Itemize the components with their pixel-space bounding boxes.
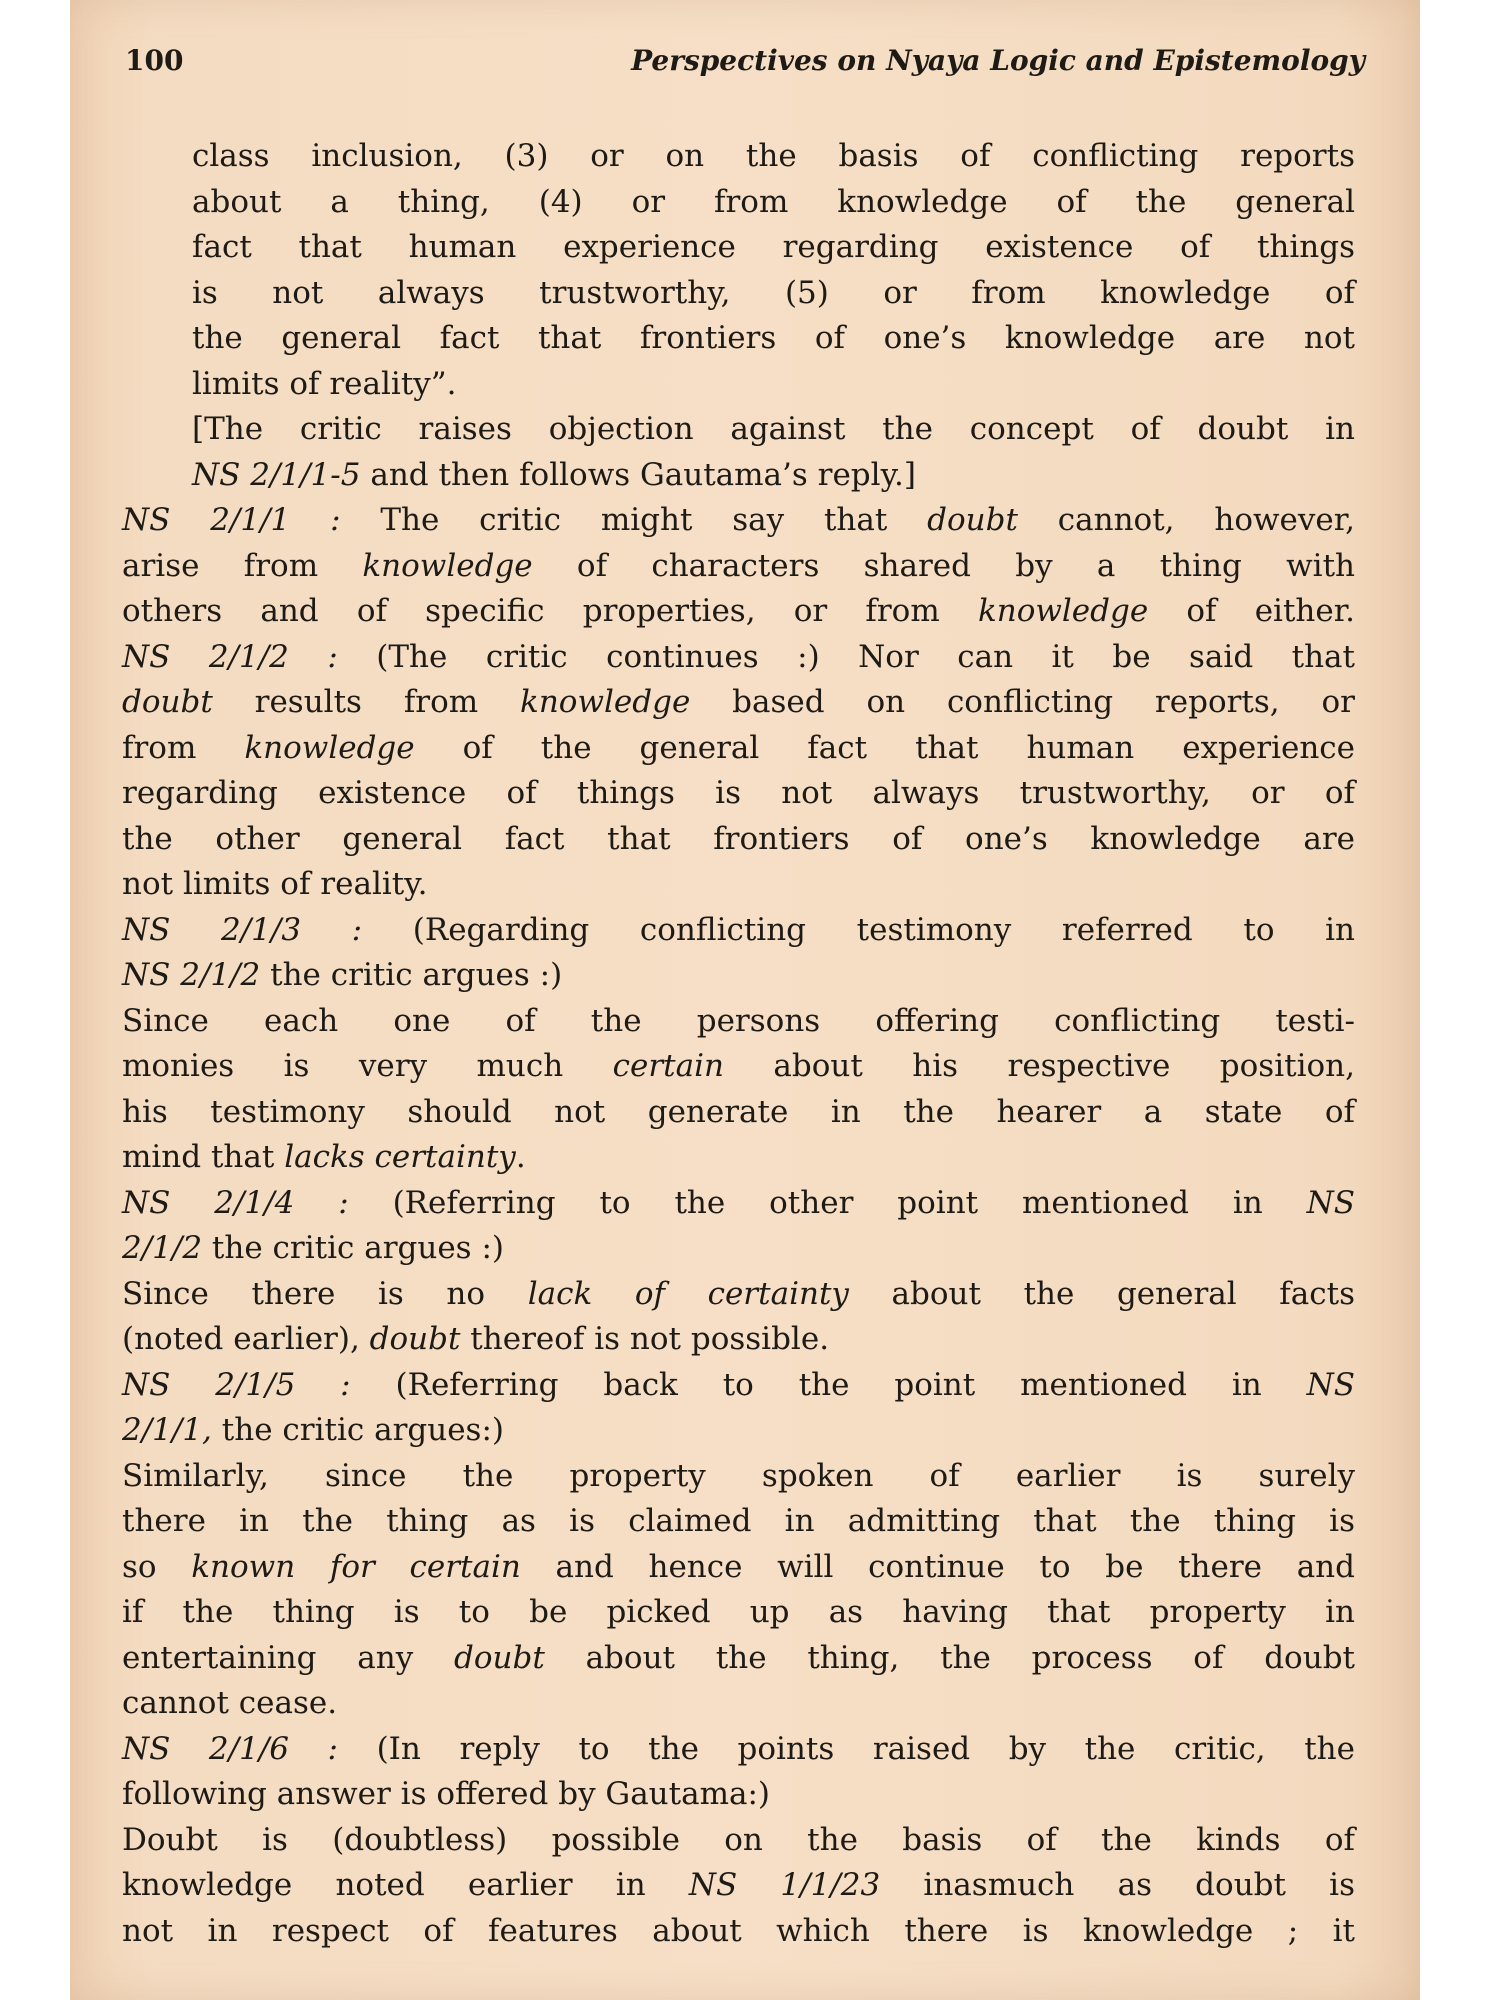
text-line: Since each one of the persons offering conflicting testi- [122, 1002, 1355, 1039]
text-line: NS 2/1/3 : (Regarding conflicting testimony referred to in [122, 911, 1355, 948]
text-line: about a thing, (4) or from knowledge of the general [192, 183, 1355, 220]
text-line: [The critic raises objection against the concept of doubt in [192, 411, 1355, 447]
text-line: 2/1/2 the critic argues :) [122, 1230, 504, 1266]
text-line: if the thing is to be picked up as having that property in [122, 1594, 1355, 1630]
text-line: is not always trustworthy, (5) or from knowledge of [192, 274, 1355, 311]
text-line: (noted earlier), doubt thereof is not possible. [122, 1321, 830, 1357]
sutra-ref: 2/1/2 [122, 1230, 203, 1266]
sutra-ref: NS 2/1/1-5 [192, 456, 361, 493]
sutra-ref: NS 2/1/4 : [122, 1184, 349, 1221]
text-line: Similarly, since the property spoken of earlier is surely [122, 1457, 1355, 1494]
text-line: so known for certain and hence will continue to be there and [122, 1548, 1355, 1585]
sutra-ref: NS 2/1/5 : [122, 1366, 351, 1403]
text-line: not limits of reality. [122, 866, 428, 902]
text-line: Since there is no lack of certainty about the general facts [122, 1275, 1355, 1312]
sutra-ref: NS 2/1/1 : [122, 502, 341, 538]
text-line: following answer is offered by Gautama:) [122, 1776, 771, 1812]
text-line: regarding existence of things is not always trustworthy, or of [122, 775, 1355, 811]
book-page [70, 0, 1420, 2000]
text-line: from knowledge of the general fact that human experience [122, 729, 1355, 766]
text-line: the other general fact that frontiers of one’s knowledge are [122, 820, 1355, 857]
sutra-ref: NS 2/1/6 : [122, 1730, 339, 1767]
text-line: NS 2/1/6 : (In reply to the points raised by the critic, the [122, 1730, 1355, 1767]
text-line: NS 2/1/1 : The critic might say that doubt cannot, however, [122, 502, 1355, 538]
text-line: his testimony should not generate in the hearer a state of [122, 1093, 1355, 1130]
sutra-ref: NS 2/1/2 [122, 957, 261, 993]
page-header [125, 44, 1365, 86]
text-line: the general fact that frontiers of one’s knowledge are not [192, 320, 1355, 356]
text-line: class inclusion, (3) or on the basis of conflicting reports [192, 138, 1355, 174]
text-line: Doubt is (doubtless) possible on the basis of the kinds of [122, 1821, 1355, 1858]
text-line: NS 2/1/2 : (The critic continues :) Nor can it be said that [122, 638, 1355, 675]
text-line: NS 2/1/2 the critic argues :) [122, 957, 563, 993]
text-line: cannot cease. [122, 1685, 338, 1721]
text-line: NS 2/1/5 : (Referring back to the point mentioned in NS [122, 1366, 1356, 1403]
text-line: there in the thing as is claimed in admitting that the thing is [122, 1503, 1355, 1539]
sutra-ref: NS 2/1/3 : [122, 911, 363, 948]
text-line: entertaining any doubt about the thing, the process of doubt [122, 1639, 1355, 1676]
text-line: others and of specific properties, or from knowledge of either. [122, 593, 1355, 629]
sutra-ref: NS [1306, 1184, 1355, 1221]
text-line: doubt results from knowledge based on conflicting reports, or [122, 684, 1355, 720]
page-number: 100 [125, 44, 184, 77]
body-text [122, 134, 1355, 1954]
sutra-ref: NS 2/1/2 : [122, 638, 338, 675]
running-head: Perspectives on Nyaya Logic and Epistemology [631, 44, 1365, 77]
sutra-ref: NS [1306, 1366, 1356, 1403]
text-line: 2/1/1, the critic argues:) [122, 1412, 504, 1448]
text-line: not in respect of features about which there is knowledge ; it [122, 1912, 1355, 1949]
text-line: knowledge noted earlier in NS 1/1/23 inasmuch as doubt is [122, 1867, 1355, 1903]
text-line: mind that lacks certainty. [122, 1139, 526, 1175]
text-line: monies is very much certain about his respective position, [122, 1048, 1355, 1084]
text-line: NS 2/1/1-5 and then follows Gautama’s reply.] [192, 456, 916, 493]
text-line: limits of reality”. [192, 365, 457, 402]
text-line: NS 2/1/4 : (Referring to the other point mentioned in NS [122, 1184, 1355, 1221]
text-line: arise from knowledge of characters shared by a thing with [122, 547, 1355, 584]
sutra-ref: 2/1/1, [122, 1412, 212, 1448]
text-line: fact that human experience regarding existence of things [192, 229, 1355, 265]
sutra-ref: NS 1/1/23 [688, 1867, 881, 1903]
quote-block [122, 134, 1355, 498]
